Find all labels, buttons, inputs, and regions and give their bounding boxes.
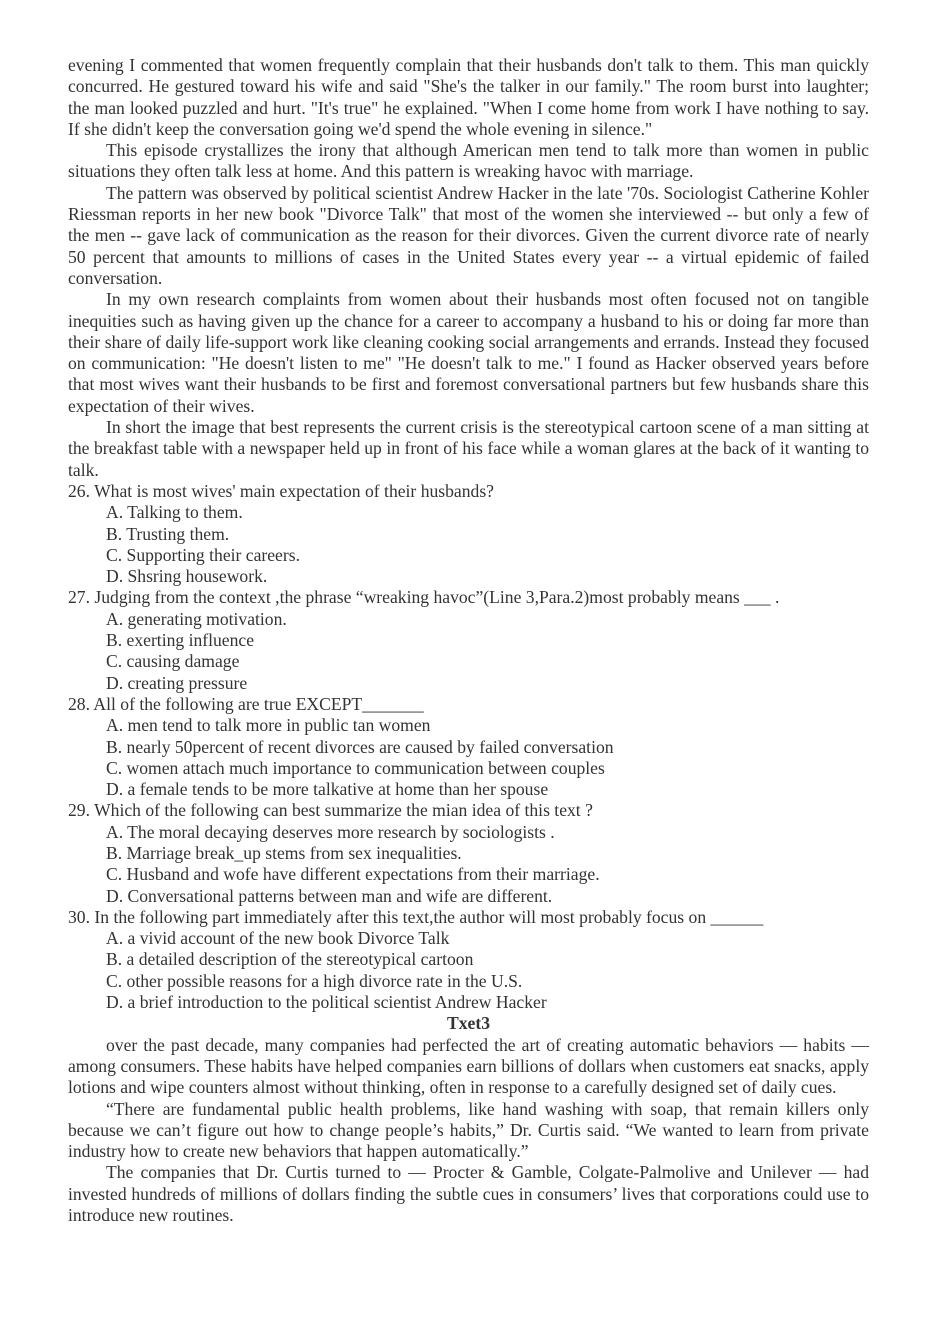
option-a: A. The moral decaying deserves more research by sociologists . <box>106 821 555 842</box>
option-b: B. Trusting them. <box>106 523 230 544</box>
passage-paragraph: The pattern was observed by political scientist Andrew Hacker in the late '70s. Sociologist Catherine Kohler Riessman reports in her new book "Divorce Talk" that most of the women she interviewed -- but only a few of the men -- gave lack of communication as the reason for their divorces. Given the current divorce rate of nearly 50 percent that amounts to millions of cases in the United States every year -- a virtual epidemic of failed conversation. <box>68 182 869 288</box>
question-list <box>68 481 869 1013</box>
question-stem: 27. Judging from the context ,the phrase “wreaking havoc”(Line 3,Para.2)most probably means ___ . <box>68 587 780 608</box>
passage-paragraph: over the past decade, many companies had perfected the art of creating automatic behaviors — habits — among consumers. These habits have helped companies earn billions of dollars when customers eat snacks, apply lotions and wipe counters almost without thinking, often in response to a carefully designed set of daily cues. <box>68 1034 869 1098</box>
answer-options <box>68 822 869 907</box>
option-d: D. a brief introduction to the political scientist Andrew Hacker <box>106 992 547 1013</box>
option-c: C. other possible reasons for a high divorce rate in the U.S. <box>106 970 523 991</box>
option-b: B. nearly 50percent of recent divorces are caused by failed conversation <box>106 736 614 757</box>
question-29 <box>68 800 869 906</box>
passage-paragraph: In short the image that best represents the current crisis is the stereotypical cartoon scene of a man sitting at the breakfast table with a newspaper held up in front of his face while a woman glares at the back of it wanting to talk. <box>68 417 869 480</box>
passage-paragraph: “There are fundamental public health problems, like hand washing with soap, that remain killers only because we can’t figure out how to change people’s habits,” Dr. Curtis said. “We wanted to learn from private industry how to create new behaviors that happen automatically.” <box>68 1098 869 1162</box>
option-a: A. generating motivation. <box>106 608 287 629</box>
document-page <box>68 55 869 1226</box>
answer-options <box>68 502 869 587</box>
passage-paragraph: The companies that Dr. Curtis turned to — Procter & Gamble, Colgate-Palmolive and Unilever — had invested hundreds of millions of dollars finding the subtle cues in consumers’ lives that corporations could use to introduce new routines. <box>68 1162 869 1226</box>
question-30 <box>68 907 869 1013</box>
option-a: A. men tend to talk more in public tan women <box>106 715 431 736</box>
question-stem: 28. All of the following are true EXCEPT_______ <box>68 693 424 714</box>
question-26 <box>68 481 869 587</box>
passage-2 <box>68 55 869 481</box>
option-d: D. Shsring housework. <box>106 566 268 587</box>
passage-paragraph: This episode crystallizes the irony that although American men tend to talk more than women in public situations they often talk less at home. And this pattern is wreaking havoc with marriage. <box>68 140 869 182</box>
question-28 <box>68 694 869 800</box>
option-c: C. causing damage <box>106 651 240 672</box>
option-d: D. Conversational patterns between man and wife are different. <box>106 885 553 906</box>
question-stem: 29. Which of the following can best summarize the mian idea of this text ? <box>68 800 593 821</box>
passage-paragraph: evening I commented that women frequently complain that their husbands don't talk to them. This man quickly concurred. He gestured toward his wife and said "She's the talker in our family." The room burst into laughter; the man looked puzzled and hurt. "It's true" he explained. "When I come home from work I have nothing to say. If she didn't keep the conversation going we'd spend the whole evening in silence." <box>68 55 869 139</box>
passage-3 <box>68 1013 869 1226</box>
option-c: C. women attach much importance to communication between couples <box>106 757 605 778</box>
question-stem: 26. What is most wives' main expectation of their husbands? <box>68 480 494 501</box>
option-b: B. exerting influence <box>106 630 255 651</box>
option-c: C. Husband and wofe have different expectations from their marriage. <box>106 864 600 885</box>
answer-options <box>68 928 869 1013</box>
option-d: D. a female tends to be more talkative at home than her spouse <box>106 779 549 800</box>
answer-options <box>68 715 869 800</box>
option-b: B. Marriage break_up stems from sex inequalities. <box>106 842 462 863</box>
option-c: C. Supporting their careers. <box>106 544 300 565</box>
option-d: D. creating pressure <box>106 672 248 693</box>
question-27 <box>68 587 869 693</box>
option-a: A. Talking to them. <box>106 502 243 523</box>
passage-paragraph: In my own research complaints from women about their husbands most often focused not on tangible inequities such as having given up the chance for a career to accompany a husband to his or doing far more than their share of daily life-support work like cleaning cooking social arrangements and errands. Instead they focused on communication: "He doesn't listen to me" "He doesn't talk to me." I found as Hacker observed years before that most wives want their husbands to be first and foremost conversational partners but few husbands share this expectation of their wives. <box>68 289 869 416</box>
question-stem: 30. In the following part immediately after this text,the author will most probably focus on ______ <box>68 906 764 927</box>
answer-options <box>68 609 869 694</box>
option-a: A. a vivid account of the new book Divorce Talk <box>106 928 450 949</box>
option-b: B. a detailed description of the stereotypical cartoon <box>106 949 474 970</box>
section-title: Txet3 <box>447 1013 490 1034</box>
